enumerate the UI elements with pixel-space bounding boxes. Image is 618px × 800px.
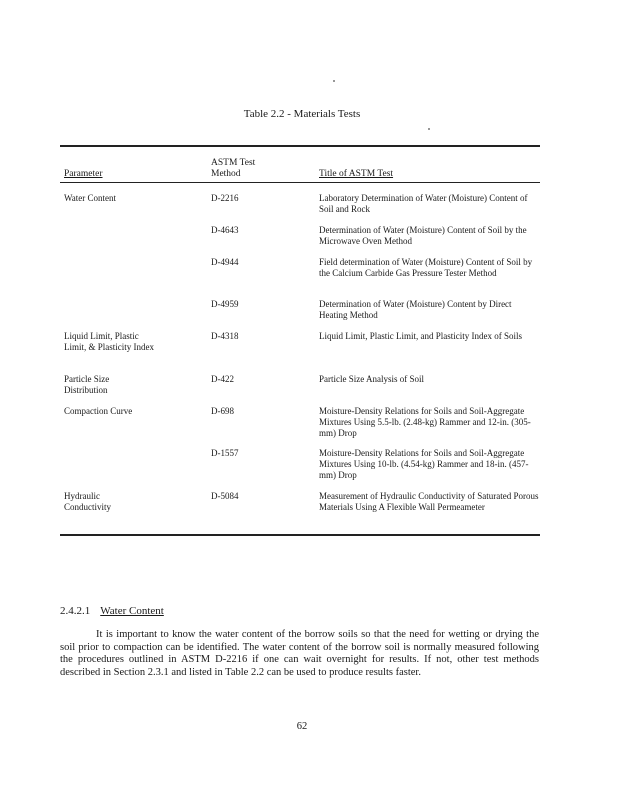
- header-parameter: Parameter: [64, 169, 103, 179]
- row-title: Determination of Water (Moisture) Content of Soil by the Microwave Oven Method: [319, 225, 527, 246]
- row-method: D-4318: [211, 331, 239, 341]
- table-title: Table 2.2 - Materials Tests: [243, 108, 361, 120]
- row-method: D-5084: [211, 491, 239, 501]
- row-parameter: Particle Size Distribution: [64, 374, 110, 395]
- section-number: 2.4.2.1: [60, 605, 91, 617]
- table-top-rule: [60, 145, 540, 147]
- header-title: Title of ASTM Test: [319, 169, 394, 179]
- body-paragraph: It is important to know the water content of the borrow soils so that the need for wetting or drying the soil prior to compaction can be identified. The water content of the borrow soil is normally measured following the procedures outlined in ASTM D-2216 if one can wait overnight for results. If not, other test methods described in Section 2.3.1 and listed in Table 2.2 can be used to produce results faster.: [60, 629, 539, 678]
- header-method-line2: Method: [211, 169, 241, 179]
- row-method: D-1557: [211, 448, 239, 458]
- row-title: Laboratory Determination of Water (Moisture) Content of Soil and Rock: [319, 193, 528, 214]
- row-parameter: Hydraulic Conductivity: [64, 491, 111, 512]
- row-method: D-2216: [211, 193, 239, 203]
- row-title: Determination of Water (Moisture) Content by Direct Heating Method: [319, 299, 512, 320]
- row-title: Liquid Limit, Plastic Limit, and Plasticity Index of Soils: [319, 331, 522, 341]
- row-method: D-422: [211, 374, 234, 384]
- section-heading: [60, 605, 164, 617]
- row-parameter: Water Content: [64, 193, 117, 203]
- row-method: D-4643: [211, 225, 239, 235]
- row-method: D-4944: [211, 257, 239, 267]
- table-bottom-rule: [60, 534, 540, 536]
- table-header-rule: [60, 182, 540, 183]
- section-title: Water Content: [100, 605, 164, 617]
- row-title: Moisture-Density Relations for Soils and Soil-Aggregate Mixtures Using 10-lb. (4.54-kg) Rammer and 18-in. (457-mm) Drop: [319, 448, 529, 480]
- scan-speck: [428, 128, 430, 130]
- page-number: 62: [296, 721, 308, 732]
- scan-speck: [333, 80, 335, 82]
- row-parameter: Compaction Curve: [64, 406, 133, 416]
- row-method: D-698: [211, 406, 234, 416]
- row-title: Particle Size Analysis of Soil: [319, 374, 424, 384]
- header-method-line1: ASTM Test: [211, 158, 256, 168]
- row-method: D-4959: [211, 299, 239, 309]
- row-title: Moisture-Density Relations for Soils and Soil-Aggregate Mixtures Using 5.5-lb. (2.48-kg) Rammer and 12-in. (305-mm) Drop: [319, 406, 531, 438]
- row-title: Field determination of Water (Moisture) Content of Soil by the Calcium Carbide Gas Pressure Tester Method: [319, 257, 533, 278]
- row-parameter: Liquid Limit, Plastic Limit, & Plasticity Index: [64, 331, 154, 352]
- row-title: Measurement of Hydraulic Conductivity of Saturated Porous Materials Using A Flexible Wall Permeameter: [319, 491, 539, 512]
